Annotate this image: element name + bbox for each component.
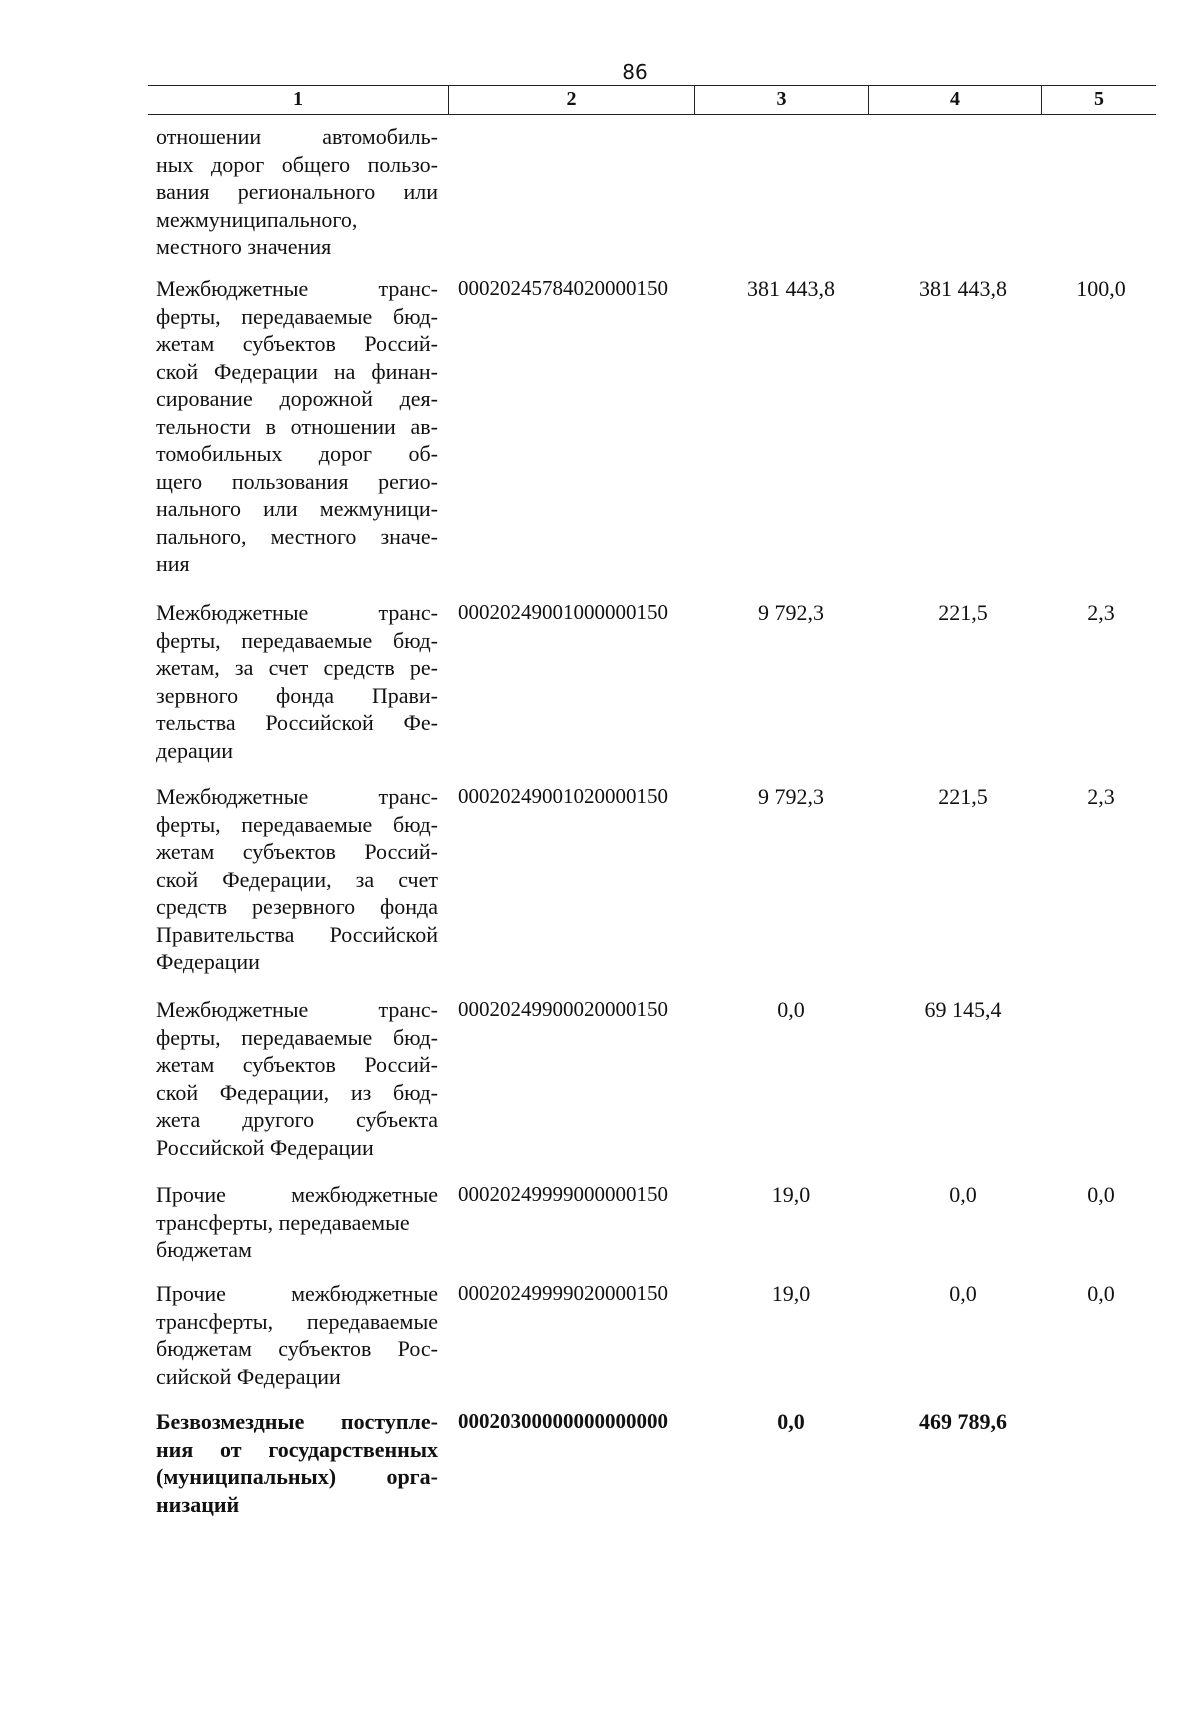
- description-line: ния от государственных: [156, 1436, 438, 1462]
- budget-code: 00020245784020000150: [458, 276, 668, 300]
- header-cell-5: 5: [1041, 86, 1156, 114]
- description-line: нального или межмуници-: [156, 496, 438, 521]
- description-line: Российской Федерации: [156, 1134, 374, 1160]
- header-cell-4: 4: [868, 86, 1041, 114]
- description-line: щего пользования регио-: [156, 468, 438, 494]
- description-line: Правительства Российской: [156, 921, 438, 947]
- row-description: [156, 1280, 438, 1390]
- value-col4: 0,0: [949, 1182, 977, 1207]
- budget-code: 00020300000000000000: [458, 1409, 668, 1433]
- value-col3: 9 792,3: [758, 600, 824, 625]
- description-line: отношении автомобиль-: [156, 124, 438, 149]
- budget-code: 00020249999020000150: [458, 1281, 668, 1305]
- row-description: [156, 783, 438, 976]
- header-cell-3: 3: [694, 86, 868, 114]
- value-col4: 381 443,8: [919, 276, 1007, 301]
- description-line: вания регионального или: [156, 179, 438, 204]
- description-line: ферты, передаваемые бюд-: [156, 627, 438, 653]
- description-line: ных дорог общего пользо-: [156, 151, 438, 177]
- value-col3: 19,0: [771, 1182, 811, 1207]
- value-col5: 2,3: [1087, 600, 1115, 625]
- description-line: жета другого субъекта: [156, 1107, 438, 1132]
- description-line: жетам субъектов Россий-: [156, 839, 438, 864]
- description-line: ферты, передаваемые бюд-: [156, 811, 438, 837]
- value-col3: 0,0: [777, 997, 805, 1022]
- description-line: Межбюджетные транс-: [156, 997, 438, 1022]
- description-line: межмуниципального,: [156, 206, 358, 232]
- header-cell-2: 2: [448, 86, 694, 114]
- value-col5: 0,0: [1087, 1182, 1115, 1207]
- description-line: ской Федерации, из бюд-: [156, 1079, 438, 1105]
- description-line: Прочие межбюджетные: [156, 1182, 438, 1207]
- description-line: Межбюджетные транс-: [156, 784, 438, 809]
- row-description: [156, 599, 438, 764]
- description-line: Федерации: [156, 949, 260, 974]
- description-line: сирование дорожной дея-: [156, 386, 438, 411]
- value-col5: 0,0: [1087, 1281, 1115, 1306]
- description-line: жетам субъектов Россий-: [156, 331, 438, 356]
- value-col3: 19,0: [771, 1281, 811, 1306]
- value-col4: 221,5: [938, 600, 988, 625]
- description-line: (муниципальных) орга-: [156, 1464, 438, 1489]
- description-line: ферты, передаваемые бюд-: [156, 303, 438, 329]
- description-line: бюджетам: [156, 1237, 252, 1262]
- description-line: пального, местного значе-: [156, 523, 438, 549]
- budget-code: 00020249001000000150: [458, 600, 668, 624]
- description-line: средств резервного фонда: [156, 894, 438, 919]
- description-line: ской Федерации на финан-: [156, 358, 438, 384]
- description-line: ния: [156, 551, 190, 576]
- description-line: низаций: [156, 1491, 240, 1517]
- table-header: [148, 85, 1156, 115]
- header-cell-1: 1: [293, 88, 303, 110]
- row-description: [156, 1181, 438, 1264]
- description-line: бюджетам субъектов Рос-: [156, 1336, 438, 1361]
- description-line: Межбюджетные транс-: [156, 276, 438, 301]
- description-line: дерации: [156, 737, 234, 763]
- value-col3: 0,0: [777, 1409, 805, 1434]
- description-line: томобильных дорог об-: [156, 441, 438, 466]
- row-description: [156, 996, 438, 1161]
- description-line: жетам субъектов Россий-: [156, 1052, 438, 1077]
- description-line: местного значения: [156, 234, 332, 259]
- value-col4: 69 145,4: [924, 997, 1002, 1022]
- row-description: [156, 1408, 438, 1518]
- description-line: ской Федерации, за счет: [156, 866, 438, 892]
- description-line: тельности в отношении ав-: [156, 413, 438, 439]
- description-line: трансферты, передаваемые: [156, 1308, 438, 1334]
- description-line: Безвозмездные поступле-: [156, 1409, 438, 1434]
- value-col3: 381 443,8: [747, 276, 835, 301]
- budget-code: 00020249001020000150: [458, 784, 668, 808]
- budget-code: 00020249999000000150: [458, 1182, 668, 1206]
- description-line: сийской Федерации: [156, 1363, 341, 1389]
- description-line: зервного фонда Прави-: [156, 682, 438, 708]
- description-line: ферты, передаваемые бюд-: [156, 1024, 438, 1050]
- value-col5: 100,0: [1076, 276, 1126, 301]
- description-line: тельства Российской Фе-: [156, 710, 438, 735]
- value-col4: 0,0: [949, 1281, 977, 1306]
- row-description: [156, 275, 438, 578]
- description-line: Прочие межбюджетные: [156, 1281, 438, 1306]
- value-col4: 469 789,6: [919, 1409, 1007, 1434]
- description-line: Межбюджетные транс-: [156, 600, 438, 625]
- value-col4: 221,5: [938, 784, 988, 809]
- description-line: жетам, за счет средств ре-: [156, 655, 438, 680]
- value-col5: 2,3: [1087, 784, 1115, 809]
- row-description: [156, 123, 438, 261]
- value-col3: 9 792,3: [758, 784, 824, 809]
- page-number: 86: [622, 60, 648, 84]
- budget-code: 00020249900020000150: [458, 997, 668, 1021]
- description-line: трансферты, передаваемые: [156, 1209, 410, 1235]
